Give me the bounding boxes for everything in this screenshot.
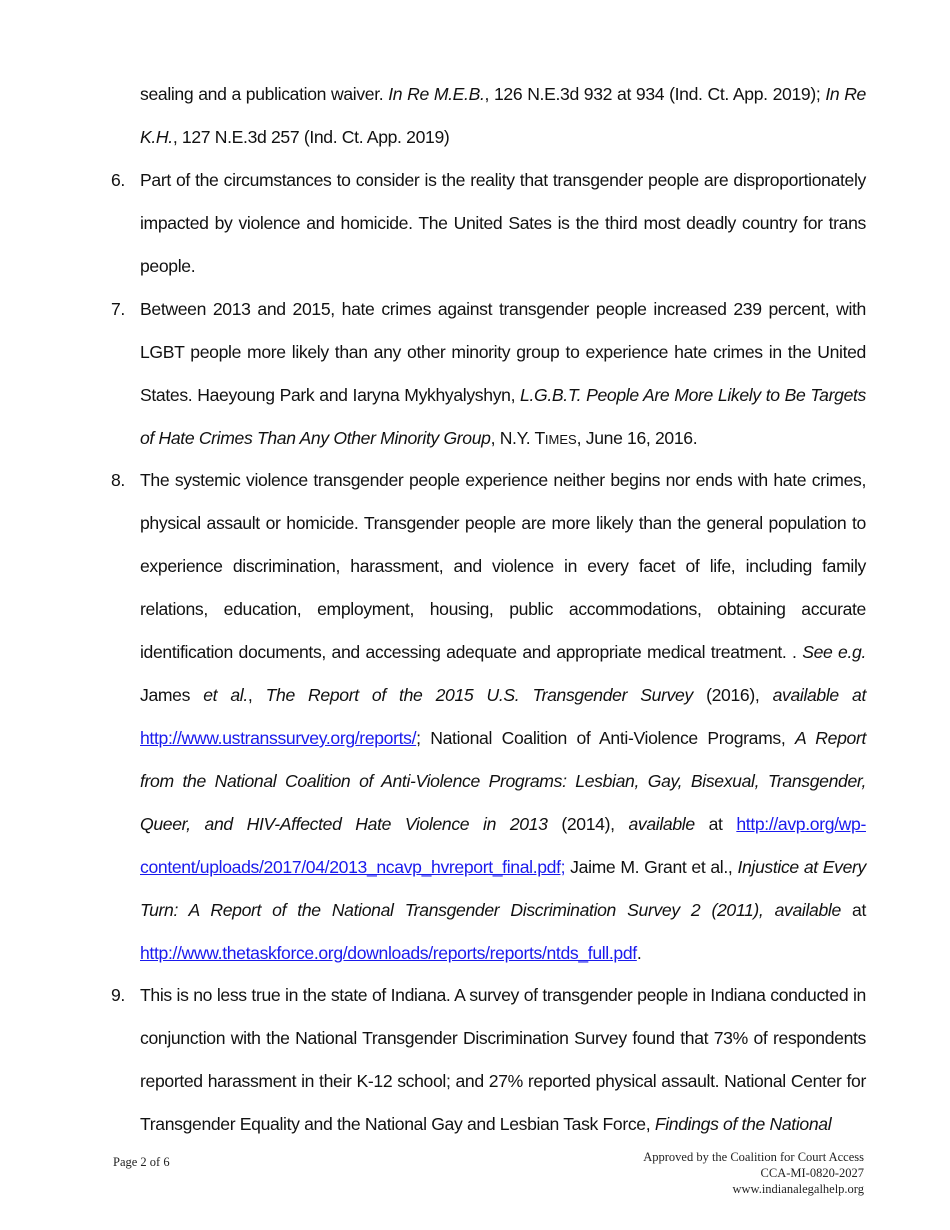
paragraph-number: 9. (111, 985, 125, 1005)
text: (2014), (547, 814, 629, 834)
case-citation: In Re M.E.B. (388, 84, 485, 104)
report-title: A Report from the National Coalition of Anti-Violence Programs: Lesbian, Gay, Bisexual, Transgender, Queer, and HIV-Affected Hate Violence in 2013 (140, 728, 866, 834)
text: . (636, 943, 642, 963)
footer-approval-block (643, 1149, 864, 1197)
text-italic: available at (772, 685, 866, 705)
paragraph-8 (111, 459, 866, 975)
taskforce-report-link[interactable]: http://www.thetaskforce.org/downloads/reports/reports/ntds_full.pdf (140, 943, 637, 963)
signal: See e.g. (802, 642, 866, 662)
text: at (694, 814, 737, 834)
form-code: CCA-MI-0820-2027 (760, 1166, 864, 1180)
text: The systemic violence transgender people experience neither begins nor ends with hate crimes, physical assault or homicide. Transgender people are more likely than the general population to experience discrimination, harassment, and violence in every facet of life, including family relations, education, employment, housing, public accommodations, obtaining accurate identification documents, and accessing adequate and appropriate medical treatment. . (140, 470, 866, 662)
paragraph-number: 6. (111, 170, 125, 190)
report-title: Injustice at Every Turn: A Report of the National Transgender Discrimination Survey 2 (2011), available (140, 857, 866, 920)
paragraph-text: Part of the circumstances to consider is the reality that transgender people are disproportionately impacted by violence and homicide. The United Sates is the third most deadly country for trans people. (140, 170, 866, 276)
case-citation: In Re K.H. (140, 84, 866, 147)
paragraph-number: 8. (111, 470, 125, 490)
website-text: www.indianalegalhelp.org (732, 1182, 864, 1196)
text: , N.Y. T (490, 428, 545, 448)
text: This is no less true in the state of Indiana. A survey of transgender people in Indiana conducted in conjunction with the National Transgender Discrimination Survey found that 73% of respondents reported harassment in their K-12 school; and 27% reported physical assault. National Center for Transgender Equality and the National Gay and Lesbian Task Force, (140, 985, 866, 1134)
text: , 127 N.E.3d 257 (Ind. Ct. App. 2019) (172, 127, 450, 147)
text: James (140, 685, 204, 705)
approval-text: Approved by the Coalition for Court Access (643, 1150, 864, 1164)
text-italic: et al. (203, 685, 248, 705)
text: ; National Coalition of Anti-Violence Programs, (416, 728, 795, 748)
avp-report-link[interactable]: http://avp.org/wp-content/uploads/2017/04/2013_ncavp_hvreport_final.pdf; (140, 814, 866, 877)
text: Jaime M. Grant et al., (565, 857, 738, 877)
paragraph-6 (111, 159, 866, 288)
text: at (840, 900, 866, 920)
text: , 126 N.E.3d 932 at 934 (Ind. Ct. App. 2019); (484, 84, 826, 104)
paragraph-number: 7. (111, 299, 125, 319)
text: sealing and a publication waiver. (140, 84, 389, 104)
ustranssurvey-link[interactable]: http://www.ustranssurvey.org/reports/ (140, 728, 417, 748)
text: , June 16, 2016. (576, 428, 698, 448)
report-title: Findings of the National (654, 1114, 832, 1134)
paragraph-5-continued (140, 73, 866, 159)
paragraph-9 (111, 974, 866, 1146)
text-italic: available (628, 814, 695, 834)
small-caps-text: IMES (544, 432, 577, 447)
paragraph-7 (111, 288, 866, 461)
text: Between 2013 and 2015, hate crimes against transgender people increased 239 percent, with LGBT people more likely than any other minority group to experience hate crimes in the United States. Haeyoung Park and Iaryna Mykhyalyshyn, (140, 299, 866, 405)
text: , (247, 685, 266, 705)
report-title: The Report of the 2015 U.S. Transgender Survey (265, 685, 693, 705)
text: (2016), (692, 685, 773, 705)
article-title: L.G.B.T. People Are More Likely to Be Targets of Hate Crimes Than Any Other Minority Group (140, 385, 866, 448)
page-number: Page 2 of 6 (113, 1155, 170, 1169)
